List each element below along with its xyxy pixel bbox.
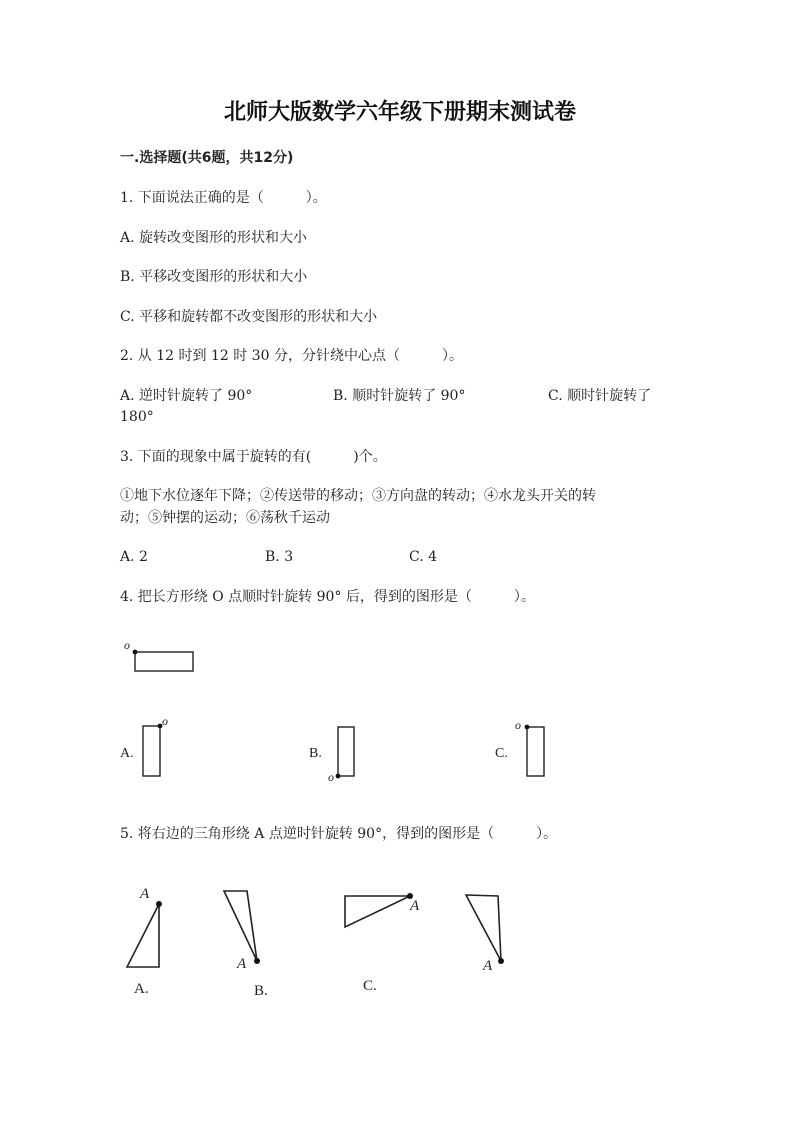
q5-option-b-triangle[interactable] xyxy=(224,891,260,964)
question-2-stem: 2. 从 12 时到 12 时 30 分，分针绕中心点（ ）。 xyxy=(120,348,463,364)
question-4-stem: 4. 把长方形绕 O 点顺时针旋转 90° 后，得到的图形是（ ）。 xyxy=(120,589,535,605)
q4-option-b-label[interactable]: B. xyxy=(309,746,322,761)
section-heading: 一.选择题(共6题，共12分) xyxy=(120,150,294,166)
q4-original-point-label: o xyxy=(124,638,130,652)
q4-option-a-figure[interactable] xyxy=(143,724,162,776)
q5-option-a-point-label: A xyxy=(140,886,150,902)
q4-option-c-label[interactable]: C. xyxy=(495,746,508,761)
q4-original-rectangle xyxy=(133,650,193,671)
page-title: 北师大版数学六年级下册期末测试卷 xyxy=(223,100,576,125)
question-3-option-c[interactable]: C. 4 xyxy=(409,549,438,565)
question-1-stem: 1. 下面说法正确的是（ ）。 xyxy=(120,190,327,206)
question-2-option-a[interactable]: A. 逆时针旋转了 90° xyxy=(120,388,253,404)
q5-option-b-point-label: A xyxy=(237,956,247,972)
question-5-stem: 5. 将右边的三角形绕 A 点逆时针旋转 90°，得到的图形是（ ）。 xyxy=(120,826,558,842)
q4-option-a-point-label: o xyxy=(162,714,168,728)
q5-option-a-triangle[interactable] xyxy=(127,901,162,967)
q4-option-c-point-label: o xyxy=(515,718,521,732)
question-1-option-b[interactable]: B. 平移改变图形的形状和大小 xyxy=(120,269,308,285)
q5-option-c-label[interactable]: C. xyxy=(363,978,377,994)
q4-option-b-figure[interactable] xyxy=(336,727,354,778)
q5-option-c-point-label: A xyxy=(410,898,420,914)
question-1-option-c[interactable]: C. 平移和旋转都不改变图形的形状和大小 xyxy=(120,309,378,325)
q5-reference-point-label: A xyxy=(483,958,493,974)
question-2-option-b[interactable]: B. 顺时针旋转了 90° xyxy=(333,388,466,404)
question-2-option-c-wrap: 180° xyxy=(120,409,154,425)
q4-option-a-label[interactable]: A. xyxy=(120,746,134,761)
question-2-option-c[interactable]: C. 顺时针旋转了 xyxy=(548,388,652,404)
question-3-option-a[interactable]: A. 2 xyxy=(120,549,148,565)
question-3-stem: 3. 下面的现象中属于旋转的有( )个。 xyxy=(120,449,387,465)
question-3-body-line-1: ①地下水位逐年下降；②传送带的移动；③方向盘的转动；④水龙头开关的转 xyxy=(120,488,596,504)
question-1-option-a[interactable]: A. 旋转改变图形的形状和大小 xyxy=(120,230,308,246)
q4-option-b-point-label: o xyxy=(328,770,334,784)
q5-option-a-label[interactable]: A. xyxy=(134,981,149,997)
question-3-body-line-2: 动；⑤钟摆的运动；⑥荡秋千运动 xyxy=(120,510,330,526)
q5-option-c-triangle[interactable] xyxy=(345,893,413,927)
question-3-option-b[interactable]: B. 3 xyxy=(265,549,294,565)
q5-reference-triangle xyxy=(466,895,504,964)
q4-option-c-figure[interactable] xyxy=(525,725,544,776)
q5-option-b-label[interactable]: B. xyxy=(254,983,268,999)
